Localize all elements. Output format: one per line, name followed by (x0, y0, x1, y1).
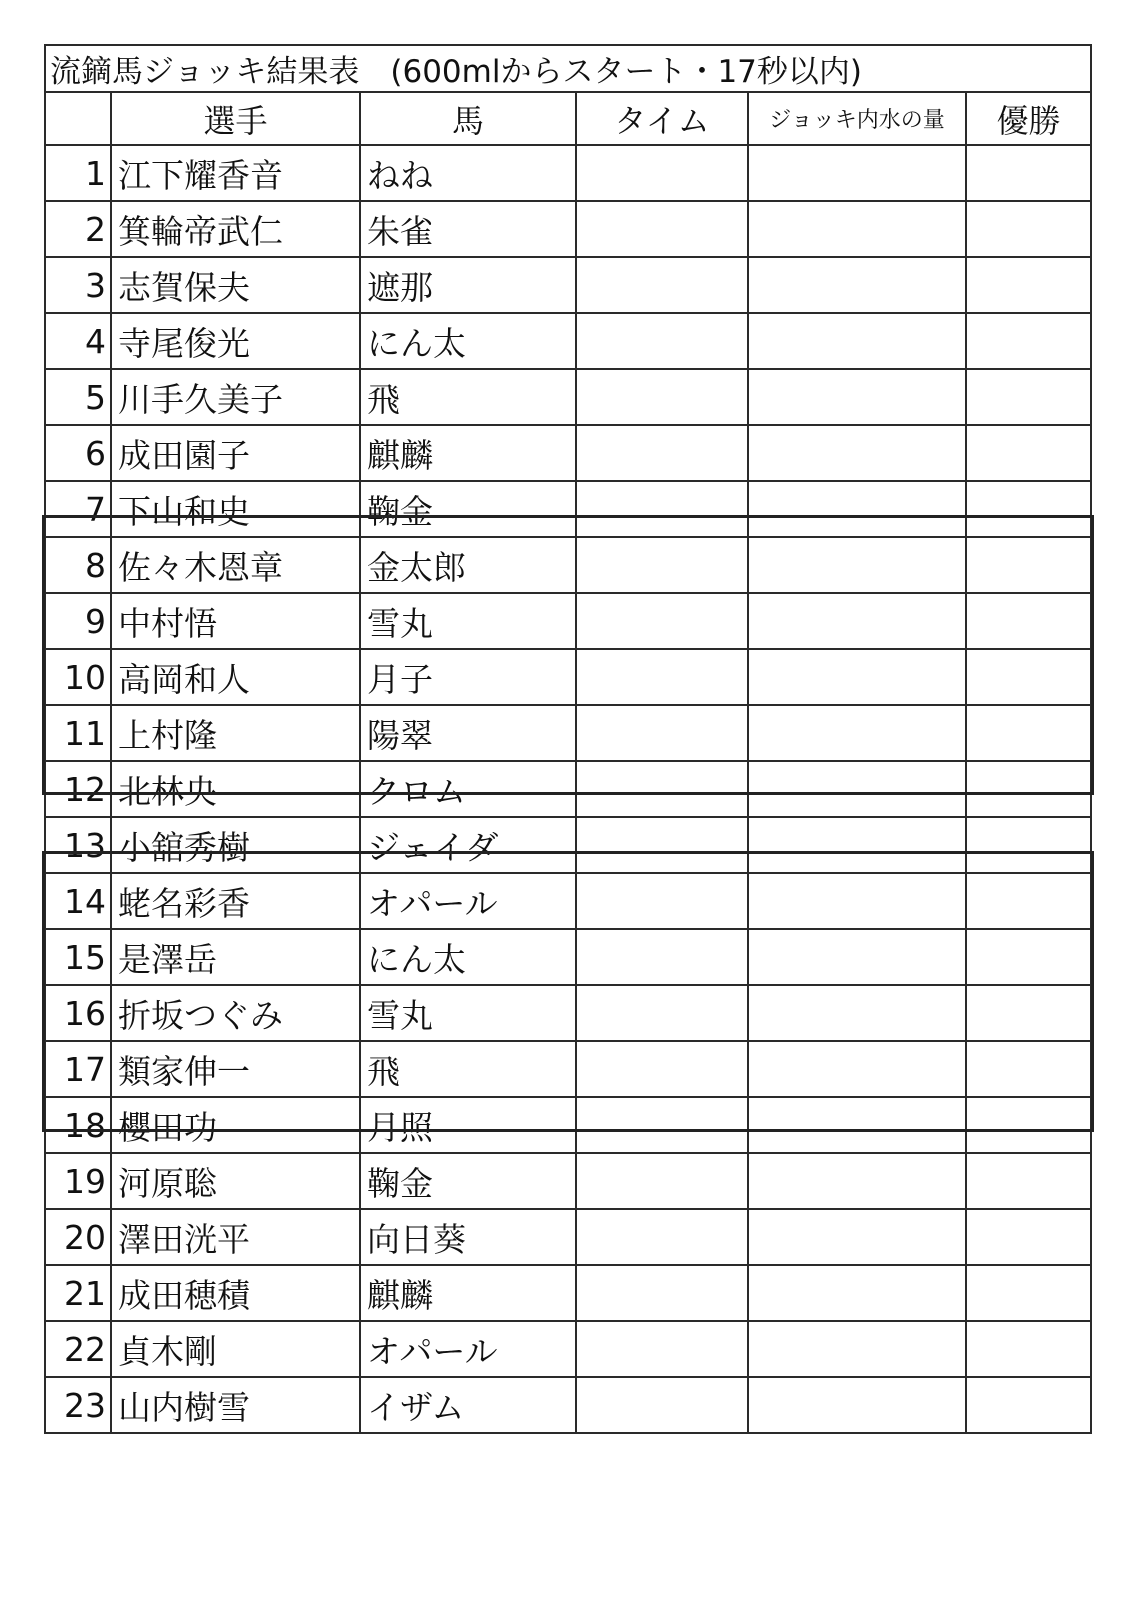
rider-name: 山内樹雪 (111, 1377, 360, 1433)
row-number: 5 (45, 369, 111, 425)
winner-cell (966, 1209, 1091, 1265)
water-amount-cell (748, 985, 966, 1041)
row-number: 9 (45, 593, 111, 649)
rider-name: 櫻田功 (111, 1097, 360, 1153)
horse-name: 麒麟 (360, 425, 576, 481)
winner-cell (966, 537, 1091, 593)
table-row (45, 1097, 1091, 1153)
time-cell (576, 369, 748, 425)
water-amount-cell (748, 1041, 966, 1097)
table-row (45, 873, 1091, 929)
water-amount-cell (748, 1265, 966, 1321)
water-amount-cell (748, 873, 966, 929)
winner-cell (966, 313, 1091, 369)
table-row (45, 929, 1091, 985)
rider-name: 寺尾俊光 (111, 313, 360, 369)
time-cell (576, 537, 748, 593)
water-amount-cell (748, 257, 966, 313)
time-cell (576, 873, 748, 929)
horse-name: クロム (360, 761, 576, 817)
header-winner: 優勝 (966, 92, 1091, 145)
row-number: 13 (45, 817, 111, 873)
horse-name: 飛 (360, 1041, 576, 1097)
rider-name: 高岡和人 (111, 649, 360, 705)
winner-cell (966, 985, 1091, 1041)
table-row (45, 1321, 1091, 1377)
row-number: 23 (45, 1377, 111, 1433)
horse-name: 飛 (360, 369, 576, 425)
rider-name: 上村隆 (111, 705, 360, 761)
row-number: 10 (45, 649, 111, 705)
winner-cell (966, 481, 1091, 537)
water-amount-cell (748, 593, 966, 649)
horse-name: 朱雀 (360, 201, 576, 257)
time-cell (576, 761, 748, 817)
horse-name: 雪丸 (360, 593, 576, 649)
horse-name: イザム (360, 1377, 576, 1433)
rider-name: 志賀保夫 (111, 257, 360, 313)
time-cell (576, 649, 748, 705)
time-cell (576, 817, 748, 873)
table-row (45, 985, 1091, 1041)
horse-name: 遮那 (360, 257, 576, 313)
horse-name: 鞠金 (360, 1153, 576, 1209)
row-number: 22 (45, 1321, 111, 1377)
row-number: 16 (45, 985, 111, 1041)
water-amount-cell (748, 761, 966, 817)
horse-name: 金太郎 (360, 537, 576, 593)
header-rider: 選手 (111, 92, 360, 145)
rider-name: 河原聡 (111, 1153, 360, 1209)
rider-name: 成田穂積 (111, 1265, 360, 1321)
water-amount-cell (748, 537, 966, 593)
rider-name: 折坂つぐみ (111, 985, 360, 1041)
header-number (45, 92, 111, 145)
winner-cell (966, 873, 1091, 929)
horse-name: オパール (360, 873, 576, 929)
table-row (45, 257, 1091, 313)
time-cell (576, 985, 748, 1041)
rider-name: 箕輪帝武仁 (111, 201, 360, 257)
winner-cell (966, 425, 1091, 481)
rider-name: 北林央 (111, 761, 360, 817)
horse-name: 月子 (360, 649, 576, 705)
table-row (45, 593, 1091, 649)
table-row (45, 817, 1091, 873)
water-amount-cell (748, 649, 966, 705)
time-cell (576, 1265, 748, 1321)
title-row (45, 45, 1091, 92)
horse-name: 向日葵 (360, 1209, 576, 1265)
water-amount-cell (748, 369, 966, 425)
row-number: 19 (45, 1153, 111, 1209)
table-row (45, 1041, 1091, 1097)
winner-cell (966, 369, 1091, 425)
rider-name: 小舘秀樹 (111, 817, 360, 873)
water-amount-cell (748, 1097, 966, 1153)
rider-name: 中村悟 (111, 593, 360, 649)
time-cell (576, 1097, 748, 1153)
horse-name: にん太 (360, 929, 576, 985)
rider-name: 是澤岳 (111, 929, 360, 985)
water-amount-cell (748, 705, 966, 761)
table-row (45, 481, 1091, 537)
winner-cell (966, 1377, 1091, 1433)
horse-name: 鞠金 (360, 481, 576, 537)
winner-cell (966, 593, 1091, 649)
time-cell (576, 257, 748, 313)
water-amount-cell (748, 201, 966, 257)
winner-cell (966, 817, 1091, 873)
table-row (45, 313, 1091, 369)
winner-cell (966, 1041, 1091, 1097)
water-amount-cell (748, 1377, 966, 1433)
time-cell (576, 481, 748, 537)
water-amount-cell (748, 1209, 966, 1265)
table-row (45, 145, 1091, 201)
table-row (45, 649, 1091, 705)
row-number: 3 (45, 257, 111, 313)
winner-cell (966, 1097, 1091, 1153)
table-row (45, 705, 1091, 761)
water-amount-cell (748, 1321, 966, 1377)
results-table (44, 44, 1092, 1434)
header-horse: 馬 (360, 92, 576, 145)
time-cell (576, 705, 748, 761)
time-cell (576, 1041, 748, 1097)
horse-name: ジェイダ (360, 817, 576, 873)
row-number: 20 (45, 1209, 111, 1265)
winner-cell (966, 929, 1091, 985)
horse-name: 麒麟 (360, 1265, 576, 1321)
table-row (45, 761, 1091, 817)
rider-name: 澤田洸平 (111, 1209, 360, 1265)
water-amount-cell (748, 481, 966, 537)
water-amount-cell (748, 145, 966, 201)
winner-cell (966, 649, 1091, 705)
horse-name: にん太 (360, 313, 576, 369)
table-title: 流鏑馬ジョッキ結果表 (600mlからスタート・17秒以内) (45, 45, 1091, 92)
row-number: 11 (45, 705, 111, 761)
header-time: タイム (576, 92, 748, 145)
winner-cell (966, 1265, 1091, 1321)
horse-name: 月照 (360, 1097, 576, 1153)
rider-name: 川手久美子 (111, 369, 360, 425)
row-number: 4 (45, 313, 111, 369)
row-number: 21 (45, 1265, 111, 1321)
table-row (45, 1377, 1091, 1433)
time-cell (576, 425, 748, 481)
horse-name: 陽翠 (360, 705, 576, 761)
rider-name: 佐々木恩章 (111, 537, 360, 593)
rider-name: 下山和史 (111, 481, 360, 537)
rider-name: 成田園子 (111, 425, 360, 481)
table-row (45, 369, 1091, 425)
row-number: 17 (45, 1041, 111, 1097)
row-number: 2 (45, 201, 111, 257)
horse-name: ねね (360, 145, 576, 201)
winner-cell (966, 145, 1091, 201)
row-number: 8 (45, 537, 111, 593)
water-amount-cell (748, 1153, 966, 1209)
water-amount-cell (748, 929, 966, 985)
results-sheet (44, 44, 1090, 1428)
time-cell (576, 1153, 748, 1209)
water-amount-cell (748, 425, 966, 481)
time-cell (576, 145, 748, 201)
time-cell (576, 201, 748, 257)
row-number: 6 (45, 425, 111, 481)
table-row (45, 537, 1091, 593)
time-cell (576, 1377, 748, 1433)
row-number: 14 (45, 873, 111, 929)
table-row (45, 1209, 1091, 1265)
horse-name: 雪丸 (360, 985, 576, 1041)
time-cell (576, 929, 748, 985)
row-number: 18 (45, 1097, 111, 1153)
time-cell (576, 1209, 748, 1265)
row-number: 12 (45, 761, 111, 817)
table-row (45, 1153, 1091, 1209)
time-cell (576, 1321, 748, 1377)
winner-cell (966, 1321, 1091, 1377)
rider-name: 蛯名彩香 (111, 873, 360, 929)
winner-cell (966, 257, 1091, 313)
horse-name: オパール (360, 1321, 576, 1377)
table-row (45, 201, 1091, 257)
winner-cell (966, 1153, 1091, 1209)
water-amount-cell (748, 817, 966, 873)
table-row (45, 1265, 1091, 1321)
winner-cell (966, 705, 1091, 761)
time-cell (576, 593, 748, 649)
row-number: 15 (45, 929, 111, 985)
time-cell (576, 313, 748, 369)
rider-name: 貞木剛 (111, 1321, 360, 1377)
row-number: 7 (45, 481, 111, 537)
winner-cell (966, 761, 1091, 817)
rider-name: 類家伸一 (111, 1041, 360, 1097)
table-row (45, 425, 1091, 481)
header-water-amount: ジョッキ内水の量 (748, 92, 966, 145)
header-row (45, 92, 1091, 145)
rider-name: 江下耀香音 (111, 145, 360, 201)
water-amount-cell (748, 313, 966, 369)
row-number: 1 (45, 145, 111, 201)
winner-cell (966, 201, 1091, 257)
